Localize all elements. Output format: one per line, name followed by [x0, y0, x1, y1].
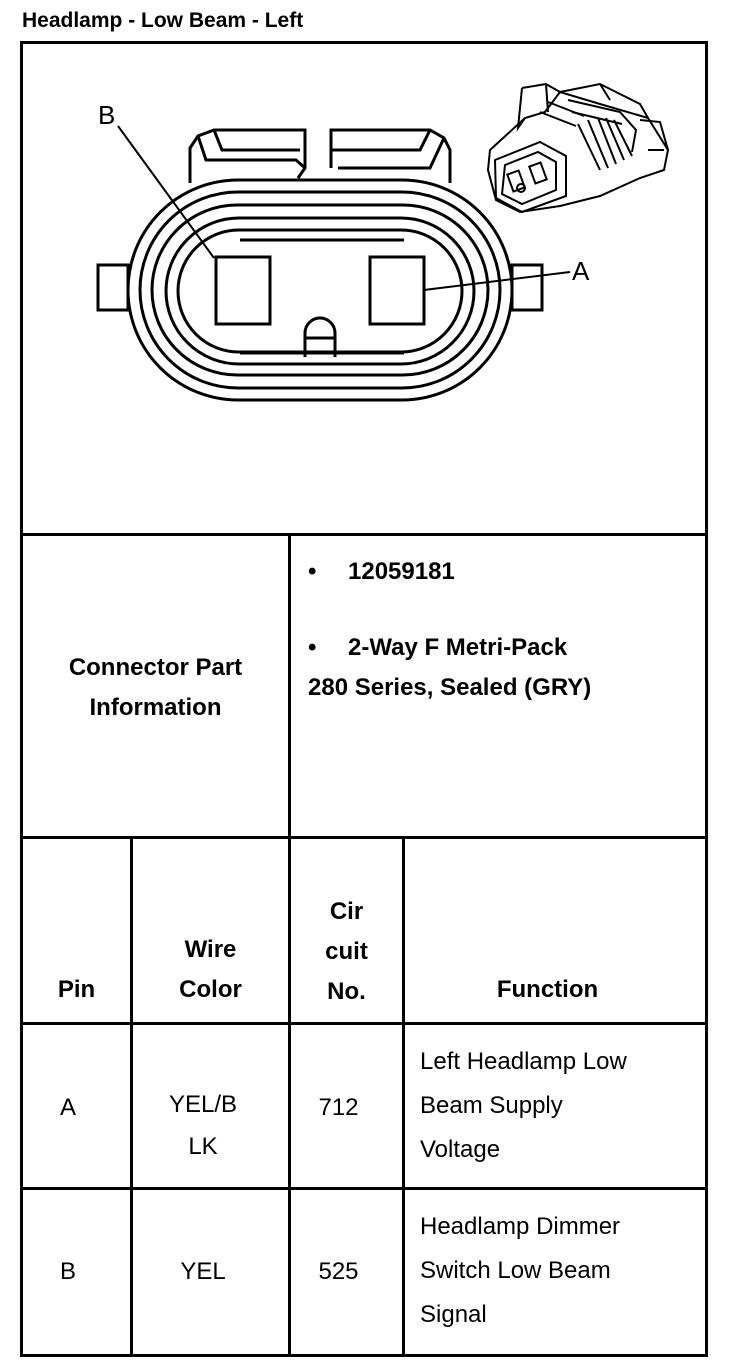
right-side-tab: [512, 265, 542, 310]
divider-info: [20, 836, 708, 839]
divider-diagram: [20, 533, 708, 536]
connector-info-label: [23, 648, 288, 728]
connector-body: [128, 180, 512, 400]
pin-label-a: A: [572, 256, 590, 286]
bullet-icon: •: [308, 634, 317, 661]
connector-illustration: [488, 84, 668, 212]
bullet-icon: •: [308, 558, 317, 585]
row-a-pin: A: [59, 1094, 76, 1121]
row-b-wire-color: YEL: [180, 1258, 226, 1285]
row-a-circuit: 712: [318, 1094, 359, 1121]
header-wire-color-line2: Color: [179, 976, 242, 1003]
row-b-pin: B: [59, 1258, 76, 1285]
terminal-cavity-b: [216, 257, 270, 324]
connector-description-line1: 2-Way F Metri-Pack: [348, 634, 568, 661]
pin-label-b: B: [98, 100, 116, 130]
connector-info-label-line2: Information: [89, 694, 222, 721]
part-number-line: [308, 552, 455, 592]
row-a-wire-color-line2: LK: [188, 1133, 218, 1160]
row-a-wire-color: [133, 1084, 273, 1168]
row-a-function: [420, 1040, 700, 1172]
left-latch: [190, 130, 305, 183]
row-a-function-line3: Voltage: [420, 1136, 501, 1163]
row-a-wire-color-line1: YEL/B: [168, 1091, 238, 1118]
divider-header: [20, 1022, 708, 1025]
header-function: Function: [496, 976, 599, 1003]
page-title: Headlamp - Low Beam - Left: [22, 9, 304, 32]
header-circuit: [291, 892, 402, 1012]
row-b-circuit: 525: [318, 1258, 359, 1285]
header-pin: Pin: [57, 976, 96, 1003]
row-b-function-line1: Headlamp Dimmer: [420, 1213, 621, 1240]
header-circuit-line1: Cir: [329, 898, 364, 925]
row-a-function-line2: Beam Supply: [420, 1092, 563, 1119]
description-line: [308, 628, 567, 668]
row-b-function-line2: Switch Low Beam: [420, 1257, 611, 1284]
connector-diagram: [0, 0, 736, 540]
part-number: 12059181: [348, 558, 455, 585]
row-b-function-line3: Signal: [420, 1301, 487, 1328]
leader-line-b: [118, 126, 214, 258]
leader-line-a: [424, 272, 570, 290]
row-b-function: [420, 1205, 700, 1337]
header-circuit-line2: cuit: [325, 938, 368, 965]
right-latch: [331, 130, 450, 183]
left-side-tab: [98, 265, 128, 310]
header-wire-color-line1: Wire: [184, 936, 237, 963]
connector-info-label-line1: Connector Part: [68, 654, 243, 681]
divider-col-function: [402, 836, 405, 1357]
row-a-function-line1: Left Headlamp Low: [420, 1048, 627, 1075]
divider-row-a: [20, 1187, 708, 1190]
terminal-cavity-a: [370, 257, 424, 324]
description-line-2: [308, 668, 591, 708]
connector-description-line2: 280 Series, Sealed (GRY): [308, 674, 592, 701]
header-wire-color: [133, 930, 288, 1010]
header-circuit-line3: No.: [327, 978, 366, 1005]
